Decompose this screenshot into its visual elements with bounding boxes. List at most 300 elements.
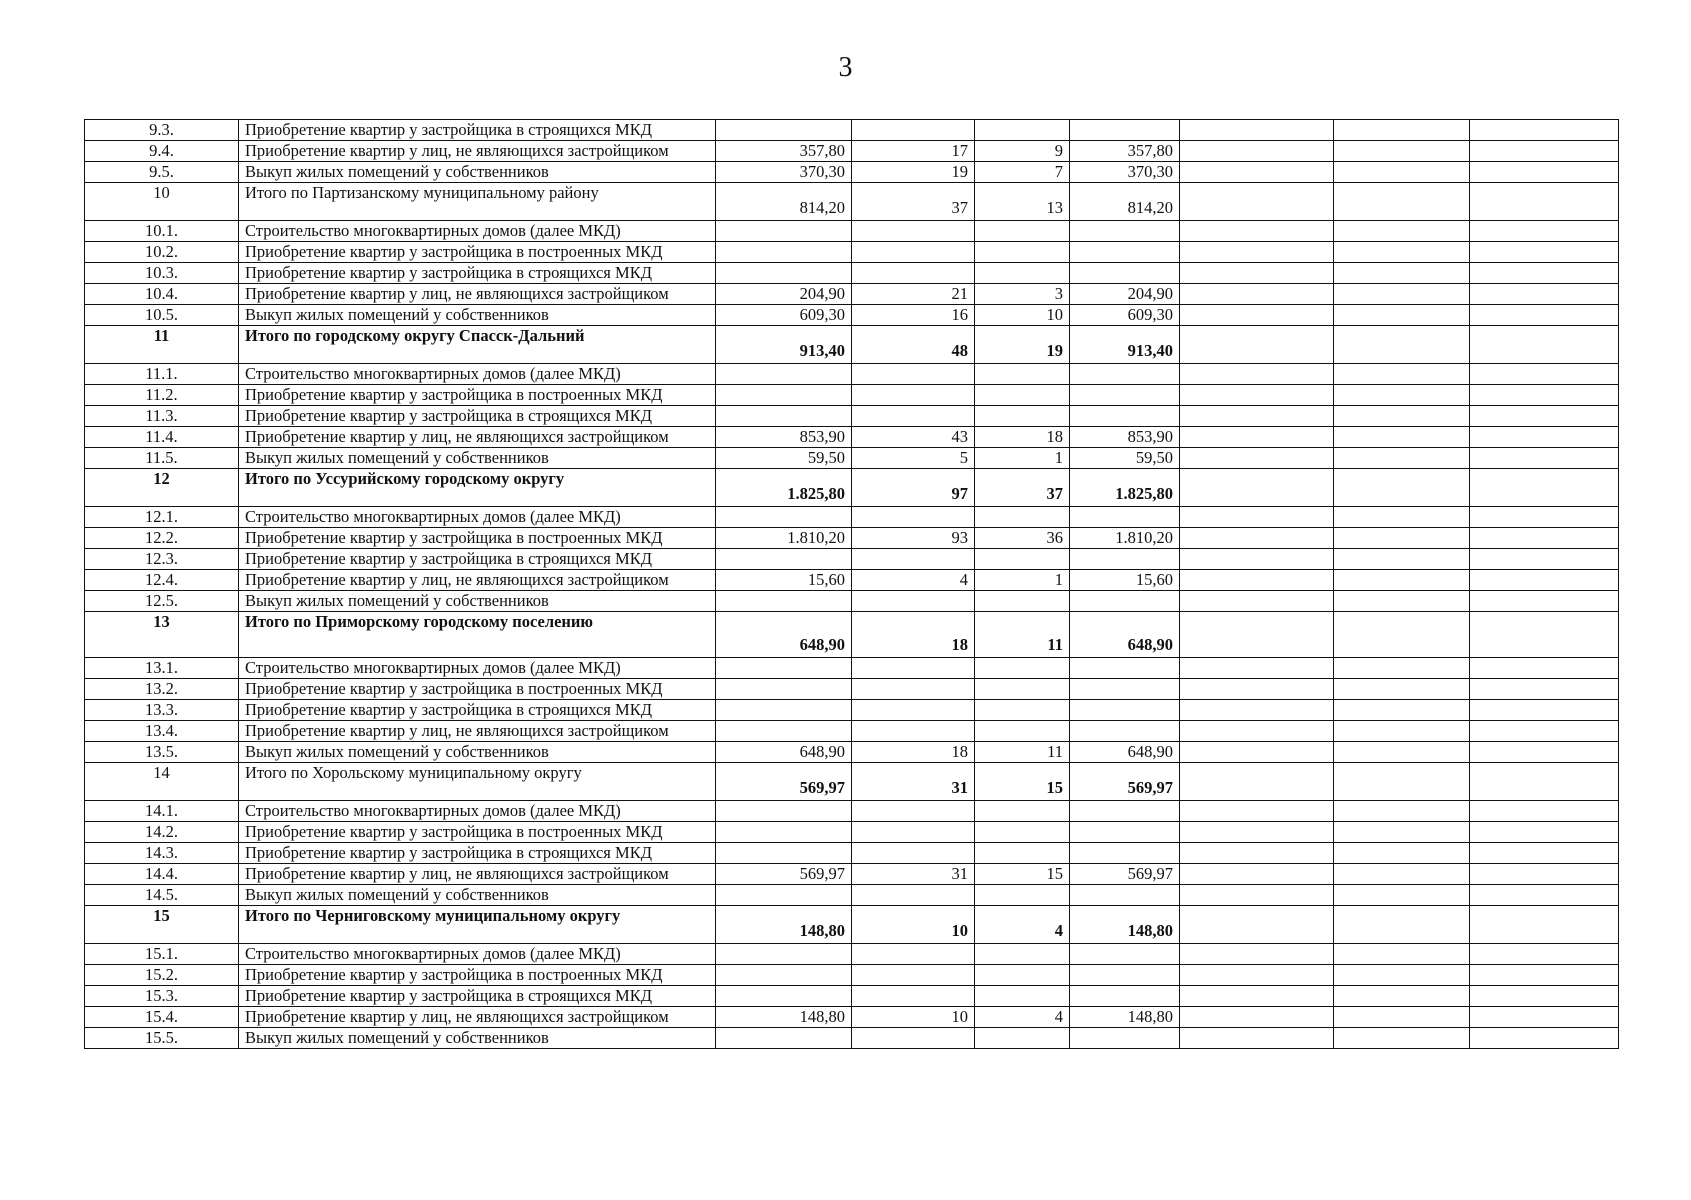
families-count-cell xyxy=(852,801,975,822)
families-count-cell xyxy=(852,700,975,721)
amount-cell: 370,30 xyxy=(716,162,852,183)
families-count-cell: 10 xyxy=(852,906,975,944)
row-name-cell: Выкуп жилых помещений у собственников xyxy=(239,885,716,906)
table-row xyxy=(85,1028,1619,1049)
amount-cell: 569,97 xyxy=(716,763,852,801)
apartments-count-cell xyxy=(975,263,1070,284)
row-name-cell: Приобретение квартир у застройщика в строящихся МКД xyxy=(239,700,716,721)
row-name-cell: Приобретение квартир у лиц, не являющихся застройщиком xyxy=(239,427,716,448)
empty-cell xyxy=(1470,326,1619,364)
families-count-cell: 31 xyxy=(852,763,975,801)
table-row xyxy=(85,364,1619,385)
amount-cell xyxy=(716,120,852,141)
apartments-count-cell xyxy=(975,364,1070,385)
empty-cell xyxy=(1470,364,1619,385)
empty-cell xyxy=(1334,591,1470,612)
apartments-count-cell: 10 xyxy=(975,305,1070,326)
empty-cell xyxy=(1470,385,1619,406)
empty-cell xyxy=(1470,612,1619,658)
amount-cell xyxy=(716,965,852,986)
apartments-count-cell: 37 xyxy=(975,469,1070,507)
row-name-cell: Выкуп жилых помещений у собственников xyxy=(239,1028,716,1049)
families-count-cell: 37 xyxy=(852,183,975,221)
empty-cell xyxy=(1180,700,1334,721)
area-cell xyxy=(1070,406,1180,427)
empty-cell xyxy=(1180,944,1334,965)
row-number-cell: 13.2. xyxy=(85,679,239,700)
row-name-cell: Строительство многоквартирных домов (далее МКД) xyxy=(239,221,716,242)
empty-cell xyxy=(1180,1028,1334,1049)
area-cell xyxy=(1070,944,1180,965)
empty-cell xyxy=(1180,406,1334,427)
area-cell: 370,30 xyxy=(1070,162,1180,183)
empty-cell xyxy=(1470,162,1619,183)
empty-cell xyxy=(1470,528,1619,549)
empty-cell xyxy=(1180,612,1334,658)
area-cell xyxy=(1070,965,1180,986)
empty-cell xyxy=(1470,885,1619,906)
row-number-cell: 15 xyxy=(85,906,239,944)
apartments-count-cell xyxy=(975,700,1070,721)
families-count-cell: 19 xyxy=(852,162,975,183)
amount-cell xyxy=(716,242,852,263)
row-name-cell: Приобретение квартир у застройщика в строящихся МКД xyxy=(239,986,716,1007)
amount-cell: 814,20 xyxy=(716,183,852,221)
row-number-cell: 9.3. xyxy=(85,120,239,141)
families-count-cell xyxy=(852,591,975,612)
row-number-cell: 10.5. xyxy=(85,305,239,326)
empty-cell xyxy=(1180,242,1334,263)
empty-cell xyxy=(1470,221,1619,242)
amount-cell: 1.825,80 xyxy=(716,469,852,507)
housing-table xyxy=(84,119,1619,1049)
empty-cell xyxy=(1180,284,1334,305)
table-row-total xyxy=(85,469,1619,507)
empty-cell xyxy=(1180,721,1334,742)
area-cell xyxy=(1070,801,1180,822)
empty-cell xyxy=(1334,864,1470,885)
families-count-cell xyxy=(852,263,975,284)
row-number-cell: 15.2. xyxy=(85,965,239,986)
table-row xyxy=(85,591,1619,612)
row-number-cell: 11.5. xyxy=(85,448,239,469)
table-row xyxy=(85,742,1619,763)
row-name-cell: Строительство многоквартирных домов (далее МКД) xyxy=(239,944,716,965)
area-cell: 357,80 xyxy=(1070,141,1180,162)
apartments-count-cell: 9 xyxy=(975,141,1070,162)
table-row xyxy=(85,965,1619,986)
table-row xyxy=(85,221,1619,242)
row-name-cell: Итого по Черниговскому муниципальному округу xyxy=(239,906,716,944)
amount-cell: 204,90 xyxy=(716,284,852,305)
apartments-count-cell: 18 xyxy=(975,427,1070,448)
row-name-cell: Итого по Хорольскому муниципальному округу xyxy=(239,763,716,801)
row-name-cell: Приобретение квартир у лиц, не являющихся застройщиком xyxy=(239,284,716,305)
area-cell xyxy=(1070,242,1180,263)
amount-cell xyxy=(716,885,852,906)
table-row xyxy=(85,242,1619,263)
apartments-count-cell: 7 xyxy=(975,162,1070,183)
empty-cell xyxy=(1334,570,1470,591)
empty-cell xyxy=(1334,263,1470,284)
apartments-count-cell xyxy=(975,944,1070,965)
row-name-cell: Итого по городскому округу Спасск-Дальний xyxy=(239,326,716,364)
row-number-cell: 13.5. xyxy=(85,742,239,763)
empty-cell xyxy=(1180,507,1334,528)
row-name-cell: Приобретение квартир у лиц, не являющихся застройщиком xyxy=(239,570,716,591)
area-cell xyxy=(1070,700,1180,721)
empty-cell xyxy=(1334,120,1470,141)
empty-cell xyxy=(1180,528,1334,549)
empty-cell xyxy=(1334,528,1470,549)
area-cell xyxy=(1070,120,1180,141)
amount-cell xyxy=(716,591,852,612)
amount-cell: 913,40 xyxy=(716,326,852,364)
families-count-cell: 97 xyxy=(852,469,975,507)
empty-cell xyxy=(1470,843,1619,864)
empty-cell xyxy=(1334,843,1470,864)
table-row xyxy=(85,944,1619,965)
amount-cell: 1.810,20 xyxy=(716,528,852,549)
apartments-count-cell: 1 xyxy=(975,448,1070,469)
table-row xyxy=(85,305,1619,326)
empty-cell xyxy=(1334,679,1470,700)
amount-cell: 648,90 xyxy=(716,742,852,763)
empty-cell xyxy=(1334,612,1470,658)
amount-cell xyxy=(716,679,852,700)
area-cell xyxy=(1070,658,1180,679)
empty-cell xyxy=(1180,263,1334,284)
families-count-cell xyxy=(852,507,975,528)
apartments-count-cell xyxy=(975,801,1070,822)
table-row xyxy=(85,843,1619,864)
empty-cell xyxy=(1180,183,1334,221)
row-number-cell: 15.1. xyxy=(85,944,239,965)
row-name-cell: Приобретение квартир у застройщика в построенных МКД xyxy=(239,242,716,263)
area-cell: 15,60 xyxy=(1070,570,1180,591)
row-number-cell: 14.1. xyxy=(85,801,239,822)
table-row xyxy=(85,570,1619,591)
amount-cell xyxy=(716,406,852,427)
amount-cell xyxy=(716,1028,852,1049)
families-count-cell xyxy=(852,658,975,679)
apartments-count-cell xyxy=(975,658,1070,679)
amount-cell: 148,80 xyxy=(716,1007,852,1028)
empty-cell xyxy=(1334,944,1470,965)
apartments-count-cell xyxy=(975,242,1070,263)
row-name-cell: Приобретение квартир у застройщика в построенных МКД xyxy=(239,679,716,700)
amount-cell xyxy=(716,364,852,385)
row-number-cell: 14 xyxy=(85,763,239,801)
families-count-cell xyxy=(852,843,975,864)
table-row xyxy=(85,120,1619,141)
empty-cell xyxy=(1470,700,1619,721)
area-cell: 148,80 xyxy=(1070,906,1180,944)
row-number-cell: 11.3. xyxy=(85,406,239,427)
empty-cell xyxy=(1334,721,1470,742)
area-cell: 569,97 xyxy=(1070,763,1180,801)
row-number-cell: 14.2. xyxy=(85,822,239,843)
table-row xyxy=(85,721,1619,742)
amount-cell: 357,80 xyxy=(716,141,852,162)
row-name-cell: Приобретение квартир у застройщика в построенных МКД xyxy=(239,528,716,549)
amount-cell: 648,90 xyxy=(716,612,852,658)
empty-cell xyxy=(1334,700,1470,721)
row-name-cell: Итого по Приморскому городскому поселению xyxy=(239,612,716,658)
row-number-cell: 15.5. xyxy=(85,1028,239,1049)
apartments-count-cell: 11 xyxy=(975,742,1070,763)
empty-cell xyxy=(1180,679,1334,700)
empty-cell xyxy=(1334,385,1470,406)
apartments-count-cell: 3 xyxy=(975,284,1070,305)
amount-cell: 569,97 xyxy=(716,864,852,885)
families-count-cell: 21 xyxy=(852,284,975,305)
row-name-cell: Выкуп жилых помещений у собственников xyxy=(239,742,716,763)
table-row xyxy=(85,801,1619,822)
area-cell xyxy=(1070,721,1180,742)
empty-cell xyxy=(1180,221,1334,242)
area-cell xyxy=(1070,885,1180,906)
row-name-cell: Приобретение квартир у лиц, не являющихся застройщиком xyxy=(239,864,716,885)
table-row xyxy=(85,658,1619,679)
apartments-count-cell xyxy=(975,843,1070,864)
empty-cell xyxy=(1180,843,1334,864)
area-cell xyxy=(1070,221,1180,242)
apartments-count-cell xyxy=(975,721,1070,742)
table-row xyxy=(85,549,1619,570)
table-row-total xyxy=(85,183,1619,221)
row-number-cell: 10.4. xyxy=(85,284,239,305)
empty-cell xyxy=(1180,658,1334,679)
row-number-cell: 11.4. xyxy=(85,427,239,448)
families-count-cell: 18 xyxy=(852,612,975,658)
empty-cell xyxy=(1334,326,1470,364)
empty-cell xyxy=(1470,406,1619,427)
empty-cell xyxy=(1334,364,1470,385)
area-cell xyxy=(1070,1028,1180,1049)
families-count-cell xyxy=(852,364,975,385)
families-count-cell: 4 xyxy=(852,570,975,591)
families-count-cell: 43 xyxy=(852,427,975,448)
area-cell: 148,80 xyxy=(1070,1007,1180,1028)
amount-cell: 59,50 xyxy=(716,448,852,469)
empty-cell xyxy=(1334,549,1470,570)
empty-cell xyxy=(1470,801,1619,822)
apartments-count-cell xyxy=(975,591,1070,612)
empty-cell xyxy=(1180,986,1334,1007)
empty-cell xyxy=(1470,183,1619,221)
row-number-cell: 11.2. xyxy=(85,385,239,406)
table-row xyxy=(85,679,1619,700)
families-count-cell: 18 xyxy=(852,742,975,763)
area-cell xyxy=(1070,822,1180,843)
empty-cell xyxy=(1334,507,1470,528)
empty-cell xyxy=(1180,364,1334,385)
row-name-cell: Приобретение квартир у лиц, не являющихся застройщиком xyxy=(239,1007,716,1028)
apartments-count-cell xyxy=(975,986,1070,1007)
amount-cell: 609,30 xyxy=(716,305,852,326)
apartments-count-cell: 19 xyxy=(975,326,1070,364)
apartments-count-cell xyxy=(975,1028,1070,1049)
area-cell: 204,90 xyxy=(1070,284,1180,305)
table-row xyxy=(85,284,1619,305)
empty-cell xyxy=(1470,263,1619,284)
page-number: 3 xyxy=(838,52,853,83)
empty-cell xyxy=(1470,469,1619,507)
row-name-cell: Приобретение квартир у застройщика в строящихся МКД xyxy=(239,120,716,141)
area-cell xyxy=(1070,986,1180,1007)
empty-cell xyxy=(1334,183,1470,221)
row-name-cell: Выкуп жилых помещений у собственников xyxy=(239,448,716,469)
area-cell xyxy=(1070,385,1180,406)
empty-cell xyxy=(1334,906,1470,944)
apartments-count-cell: 1 xyxy=(975,570,1070,591)
empty-cell xyxy=(1470,864,1619,885)
families-count-cell: 10 xyxy=(852,1007,975,1028)
empty-cell xyxy=(1470,1007,1619,1028)
row-number-cell: 10 xyxy=(85,183,239,221)
area-cell xyxy=(1070,843,1180,864)
amount-cell xyxy=(716,221,852,242)
row-name-cell: Приобретение квартир у застройщика в строящихся МКД xyxy=(239,843,716,864)
apartments-count-cell xyxy=(975,965,1070,986)
empty-cell xyxy=(1334,162,1470,183)
families-count-cell: 93 xyxy=(852,528,975,549)
amount-cell xyxy=(716,801,852,822)
row-name-cell: Приобретение квартир у застройщика в построенных МКД xyxy=(239,965,716,986)
amount-cell xyxy=(716,986,852,1007)
empty-cell xyxy=(1180,864,1334,885)
families-count-cell xyxy=(852,721,975,742)
area-cell xyxy=(1070,507,1180,528)
row-number-cell: 12.2. xyxy=(85,528,239,549)
empty-cell xyxy=(1180,305,1334,326)
row-number-cell: 14.3. xyxy=(85,843,239,864)
empty-cell xyxy=(1334,305,1470,326)
empty-cell xyxy=(1470,1028,1619,1049)
empty-cell xyxy=(1180,885,1334,906)
amount-cell xyxy=(716,822,852,843)
families-count-cell xyxy=(852,679,975,700)
amount-cell: 853,90 xyxy=(716,427,852,448)
empty-cell xyxy=(1470,448,1619,469)
area-cell xyxy=(1070,263,1180,284)
table-row xyxy=(85,263,1619,284)
empty-cell xyxy=(1334,242,1470,263)
families-count-cell xyxy=(852,120,975,141)
empty-cell xyxy=(1334,885,1470,906)
empty-cell xyxy=(1180,763,1334,801)
apartments-count-cell: 36 xyxy=(975,528,1070,549)
table-row xyxy=(85,507,1619,528)
row-number-cell: 9.4. xyxy=(85,141,239,162)
empty-cell xyxy=(1180,385,1334,406)
empty-cell xyxy=(1180,801,1334,822)
empty-cell xyxy=(1470,944,1619,965)
row-name-cell: Строительство многоквартирных домов (далее МКД) xyxy=(239,658,716,679)
row-name-cell: Приобретение квартир у застройщика в построенных МКД xyxy=(239,822,716,843)
row-name-cell: Выкуп жилых помещений у собственников xyxy=(239,162,716,183)
table-row xyxy=(85,427,1619,448)
apartments-count-cell xyxy=(975,385,1070,406)
apartments-count-cell: 4 xyxy=(975,906,1070,944)
families-count-cell xyxy=(852,242,975,263)
empty-cell xyxy=(1470,742,1619,763)
empty-cell xyxy=(1180,1007,1334,1028)
table-row xyxy=(85,528,1619,549)
empty-cell xyxy=(1470,242,1619,263)
row-name-cell: Выкуп жилых помещений у собственников xyxy=(239,591,716,612)
empty-cell xyxy=(1470,507,1619,528)
empty-cell xyxy=(1180,326,1334,364)
table-row-total xyxy=(85,326,1619,364)
families-count-cell xyxy=(852,822,975,843)
apartments-count-cell: 4 xyxy=(975,1007,1070,1028)
families-count-cell xyxy=(852,549,975,570)
empty-cell xyxy=(1334,986,1470,1007)
table-row xyxy=(85,864,1619,885)
table-row-total xyxy=(85,612,1619,658)
empty-cell xyxy=(1334,763,1470,801)
empty-cell xyxy=(1334,448,1470,469)
empty-cell xyxy=(1470,679,1619,700)
row-number-cell: 14.4. xyxy=(85,864,239,885)
table-row xyxy=(85,385,1619,406)
empty-cell xyxy=(1334,406,1470,427)
area-cell: 648,90 xyxy=(1070,742,1180,763)
empty-cell xyxy=(1180,469,1334,507)
empty-cell xyxy=(1334,141,1470,162)
empty-cell xyxy=(1180,965,1334,986)
families-count-cell xyxy=(852,1028,975,1049)
table-row-total xyxy=(85,763,1619,801)
empty-cell xyxy=(1180,162,1334,183)
row-number-cell: 14.5. xyxy=(85,885,239,906)
row-number-cell: 9.5. xyxy=(85,162,239,183)
empty-cell xyxy=(1180,427,1334,448)
families-count-cell: 31 xyxy=(852,864,975,885)
row-number-cell: 12.5. xyxy=(85,591,239,612)
area-cell: 814,20 xyxy=(1070,183,1180,221)
area-cell: 609,30 xyxy=(1070,305,1180,326)
empty-cell xyxy=(1334,965,1470,986)
apartments-count-cell xyxy=(975,221,1070,242)
row-number-cell: 12.4. xyxy=(85,570,239,591)
table-row xyxy=(85,822,1619,843)
row-name-cell: Приобретение квартир у застройщика в строящихся МКД xyxy=(239,263,716,284)
row-number-cell: 11 xyxy=(85,326,239,364)
empty-cell xyxy=(1180,448,1334,469)
amount-cell: 148,80 xyxy=(716,906,852,944)
empty-cell xyxy=(1470,427,1619,448)
area-cell: 853,90 xyxy=(1070,427,1180,448)
row-name-cell: Приобретение квартир у застройщика в построенных МКД xyxy=(239,385,716,406)
empty-cell xyxy=(1334,469,1470,507)
empty-cell xyxy=(1180,822,1334,843)
empty-cell xyxy=(1470,591,1619,612)
apartments-count-cell xyxy=(975,549,1070,570)
amount-cell xyxy=(716,507,852,528)
families-count-cell xyxy=(852,385,975,406)
empty-cell xyxy=(1470,721,1619,742)
empty-cell xyxy=(1180,570,1334,591)
amount-cell xyxy=(716,700,852,721)
row-number-cell: 15.3. xyxy=(85,986,239,1007)
amount-cell xyxy=(716,944,852,965)
area-cell: 59,50 xyxy=(1070,448,1180,469)
apartments-count-cell xyxy=(975,120,1070,141)
families-count-cell: 48 xyxy=(852,326,975,364)
